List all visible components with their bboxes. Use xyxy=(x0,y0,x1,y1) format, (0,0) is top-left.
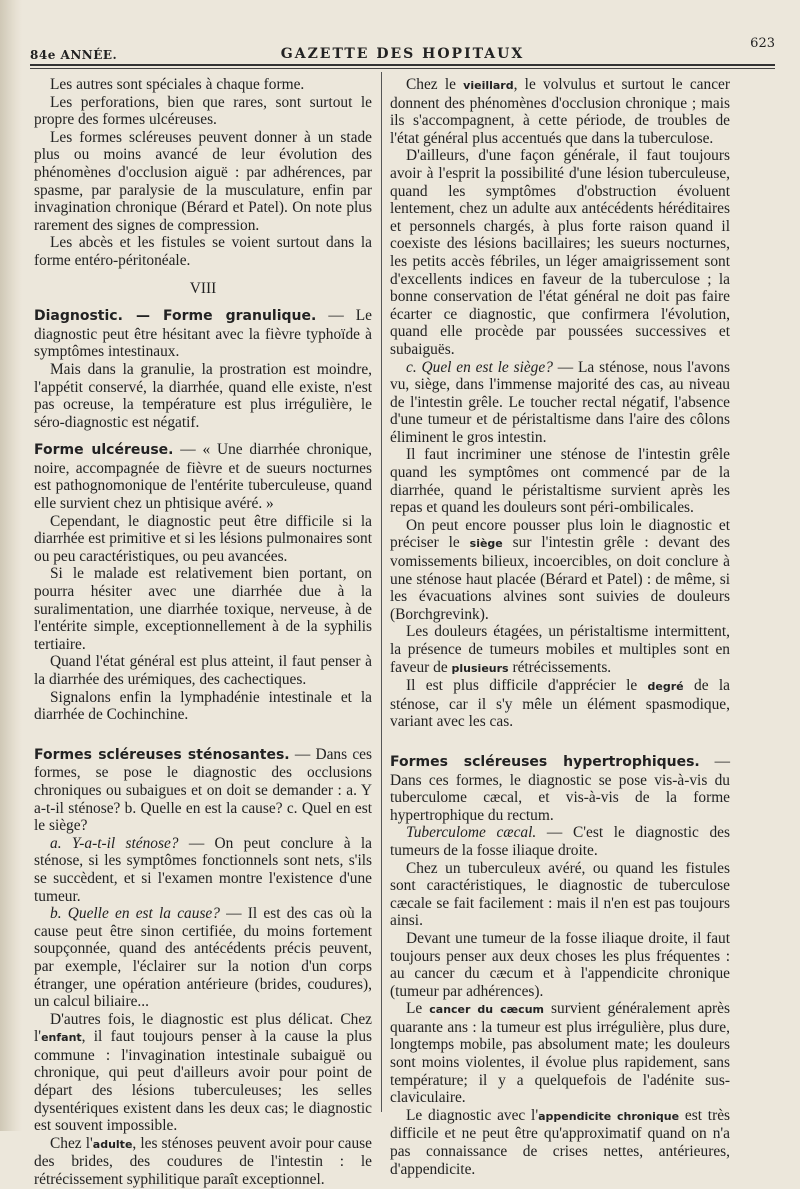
paragraph-text: — Il est des cas où la cause peut être sinon certifiée, du moins fortement soupçonnée, quand des antécédents précis peuvent, par exemple, l'éclairer sur la notion d'un corps étranger, une opération antérieure (brides, coudures), un calcul biliaire... xyxy=(34,905,372,1011)
emphasis-text: plusieurs xyxy=(451,661,509,675)
paragraph xyxy=(34,1135,372,1189)
paragraph-text-cont: est très difficile et ne peut être qu'approximatif quand on n'a pas connaissance de crises nettes, antérieures, d'appendicite. xyxy=(390,1106,731,1178)
paragraph-text: Le diagnostic avec l' xyxy=(406,1106,539,1124)
paragraph-text: Il faut incriminer une sténose de l'intestin grêle quand les symptômes ont commencé par de la diarrhée, quand le péristaltisme survient après les repas et quand les douleurs sont péri-ombilicales. xyxy=(390,446,730,517)
paragraph xyxy=(34,307,372,361)
paragraph-text-cont: , le volvulus et surtout le cancer donnent des phénomènes d'occlusion chronique ; mais ils s'accompagnent, à cette période, de troubles de l'état général plus accentués que dans la tuberculose. xyxy=(390,76,730,147)
paragraph-text: — Le diagnostic peut être hésitant avec la fièvre typhoïde à symptômes intestinaux. xyxy=(34,307,372,361)
paragraph xyxy=(390,860,730,930)
section-heading: Formes scléreuses sténosantes. xyxy=(34,746,290,763)
paragraph-text: On peut encore pousser plus loin le diagnostic et préciser le xyxy=(390,516,730,552)
paragraph-text: Les perforations, bien que rares, sont surtout le propre des formes ulcéreuses. xyxy=(34,93,372,129)
paragraph xyxy=(34,565,372,653)
italic-heading: c. Quel en est le siège? xyxy=(406,358,553,376)
paragraph-gap xyxy=(34,431,372,441)
paragraph-text-cont: , les sténoses peuvent avoir pour cause des brides, des coudures de l'intestin : le rétrécissement syphilitique paraît exceptionnel. xyxy=(34,1134,372,1189)
paragraph-text: Cependant, le diagnostic peut être difficile si la diarrhée est primitive et si les lésions pulmonaires sont ou peu caractéristiques, ou peu avancées. xyxy=(34,512,372,565)
paragraph-text: Les abcès et les fistules se voient surtout dans la forme entéro-péritonéale. xyxy=(34,234,372,269)
paragraph-text: Si le malade est relativement bien portant, on pourra hésiter avec une diarrhée due à la suralimentation, une diarrhée toxique, nerveuse, à de l'entérite simple, exceptionnellement à de la syphilis tertiaire. xyxy=(34,565,372,653)
paragraph xyxy=(34,1011,372,1135)
paragraph-text-cont: , il faut toujours penser à la cause la plus commune : l'invagination intestinale subaiguë ou chronique, qui peut d'ailleurs avoir pour point de départ des lésions tuberculeuses; les selles dysentériques existent dans les deux cas; le diagnostic est souvent impossible. xyxy=(34,1028,372,1135)
header-rule-thin xyxy=(30,68,775,69)
paragraph xyxy=(390,1107,730,1178)
paragraph-text: VIII xyxy=(189,279,217,297)
paragraph-text: — Dans ces formes, se pose le diagnostic des occlusions chroniques ou subaigues et on doit se demander : a. Y a-t-il sténose? b. Quelle en est la cause? c. Quel en est le siège? xyxy=(34,745,372,835)
paragraph-text: — C'est le diagnostic des tumeurs de la fosse iliaque droite. xyxy=(390,824,730,859)
paragraph xyxy=(34,129,372,235)
paragraph-text: Chez l' xyxy=(50,1134,93,1152)
page-number: 623 xyxy=(750,36,775,51)
volume-year: 84e ANNÉE. xyxy=(30,48,118,62)
emphasis-text: vieillard xyxy=(463,79,514,92)
section-heading: Forme ulcéreuse. xyxy=(34,442,174,459)
paragraph-text: — La sténose, nous l'avons vu, siège, dans l'immense majorité des cas, au niveau de l'intestin grêle. Le toucher rectal négatif, l'absence d'une tumeur et de péristaltisme dans l'aire des côlons éliminent le gros intestin. xyxy=(390,358,730,446)
paragraph xyxy=(34,94,372,129)
paragraph xyxy=(390,517,730,624)
paragraph-text: D'ailleurs, d'une façon générale, il faut toujours avoir à l'esprit la possibilité d'une lésion tuberculeuse, quand les symptômes d'obstruction évoluent lentement, chez un adulte aux antécédents héréditaires et personnels chargés, à plus forte raison quand il coexiste des lésions bacillaires; les sueurs nocturnes, les petits accès fébriles, un léger amaigrissement sont d'excellents indices en faveur de la tuberculose ; la bonne conservation de l'état général ne doit pas faire écarter ce diagnostic, que confirmera l'évolution, quand elle procède par poussées successives et subaiguës. xyxy=(390,147,730,358)
paragraph-text: Le xyxy=(406,1000,430,1018)
paragraph xyxy=(34,441,372,512)
paragraph-gap xyxy=(34,297,372,307)
section-number xyxy=(34,280,372,298)
header-rule-thick xyxy=(30,64,775,66)
paragraph xyxy=(390,623,730,677)
emphasis-text: appendicite chronique xyxy=(538,1109,680,1123)
paragraph xyxy=(390,753,730,824)
paragraph-text-cont: rétrécissements. xyxy=(508,658,612,676)
section-heading: Formes scléreuses hypertrophiques. xyxy=(390,753,700,770)
paragraph-gap xyxy=(34,270,372,280)
left-column xyxy=(34,76,372,1189)
paragraph-text-cont: sur l'intestin grêle : devant des vomissements bilieux, incoercibles, on doit conclure à une sténose haut placée (Bérard et Patel) : de même, si les évacuations alvines sont suivies de douleurs (Borchgrevink). xyxy=(390,534,730,623)
paragraph-text: Chez le xyxy=(406,76,464,93)
paragraph xyxy=(34,76,372,94)
paragraph xyxy=(390,677,730,731)
paragraph xyxy=(34,835,372,905)
emphasis-text: adulte xyxy=(92,1137,133,1151)
paragraph-gap xyxy=(34,724,372,746)
paragraph-text: Mais dans la granulie, la prostration est moindre, l'appétit conservé, la diarrhée, quand elle existe, n'est pas ocreuse, la température est plus irrégulière, le séro-diagnostic est négatif. xyxy=(34,360,372,431)
paragraph xyxy=(34,513,372,566)
page-spine-shadow xyxy=(0,0,22,1131)
paragraph-text: — « Une diarrhée chronique, noire, accompagnée de fièvre et de sueurs nocturnes est pathognomonique de l'entérite tuberculeuse, quand elle survient chez un phtisique avéré. » xyxy=(34,441,372,513)
page-header xyxy=(30,34,775,62)
paragraph xyxy=(34,234,372,269)
journal-title: GAZETTE DES HOPITAUX xyxy=(280,46,525,62)
paragraph-text: Chez un tuberculeux avéré, ou quand les fistules sont caractéristiques, le diagnostic de tuberculose cæcale se fait facilement : mais il n'en est pas toujours ainsi. xyxy=(390,859,730,930)
paragraph-text: — Dans ces formes, le diagnostic se pose vis-à-vis du tuberculome cæcal, et vis-à-vis de la forme hypertrophique du rectum. xyxy=(390,752,730,824)
paragraph xyxy=(390,147,730,358)
paragraph-text: Devant une tumeur de la fosse iliaque droite, il faut toujours penser aux deux choses les plus fréquentes : au cancer du cæcum et à l'appendicite chronique (tumeur par adhérences). xyxy=(390,929,730,1000)
column-divider xyxy=(381,72,382,1112)
paragraph xyxy=(390,76,730,147)
paragraph xyxy=(390,930,730,1000)
italic-heading: Tuberculome cæcal. xyxy=(406,824,537,842)
paragraph-text: D'autres fois, le diagnostic est plus délicat. Chez l' xyxy=(34,1010,372,1046)
paragraph-text: — On peut conclure à la sténose, si les symptômes fonctionnels sont nets, s'ils se succèdent, et si l'examen montre l'existence d'une tumeur. xyxy=(34,834,373,905)
paragraph-text-cont: de la sténose, car il s'y mêle un élément spasmodique, variant avec les cas. xyxy=(390,677,730,731)
section-heading: Diagnostic. — Forme granulique. xyxy=(34,308,317,325)
emphasis-text: degré xyxy=(647,680,684,694)
paragraph xyxy=(390,446,730,516)
paragraph-text: Les douleurs étagées, un péristaltisme intermittent, la présence de tumeurs mobiles et multiples sont en faveur de xyxy=(390,623,730,676)
paragraph xyxy=(390,359,730,447)
emphasis-text: cancer du cæcum xyxy=(429,1003,544,1017)
paragraph xyxy=(34,689,372,724)
paragraph-text: Quand l'état général est plus atteint, il faut penser à la diarrhée des urémiques, des cachectiques. xyxy=(34,653,372,688)
paragraph xyxy=(34,746,372,835)
paragraph xyxy=(390,824,730,859)
emphasis-text: siège xyxy=(469,537,503,551)
paragraph xyxy=(34,361,372,431)
paragraph xyxy=(34,905,372,1011)
italic-heading: a. Y-a-t-il sténose? xyxy=(50,834,179,852)
paragraph xyxy=(34,653,372,688)
paragraph xyxy=(390,1000,730,1107)
right-column xyxy=(390,76,730,1178)
paragraph-gap xyxy=(390,731,730,753)
italic-heading: b. Quelle en est la cause? xyxy=(50,905,220,923)
paragraph-text: Les formes scléreuses peuvent donner à un stade plus ou moins avancé de leur évolution des phénomènes d'occlusion aiguë : par adhérences, par spasme, par paralysie de la musculature, enfin par invagination chronique (Bérard et Patel). On note plus rarement des signes de compression. xyxy=(34,128,372,234)
emphasis-text: enfant xyxy=(41,1031,82,1045)
paragraph-text-cont: survient généralement après quarante ans : la tumeur est plus irrégulière, plus dure, longtemps mobile, pas absolument mate; les douleurs sont moins violentes, il évolue plus rapidement, sans température; il y a quelquefois de l'adénite sus-claviculaire. xyxy=(390,1000,730,1107)
paragraph-text: Il est plus difficile d'apprécier le xyxy=(406,677,648,695)
paragraph-text: Signalons enfin la lymphadénie intestinale et la diarrhée de Cochinchine. xyxy=(34,688,372,724)
paragraph-text: Les autres sont spéciales à chaque forme. xyxy=(50,76,305,93)
